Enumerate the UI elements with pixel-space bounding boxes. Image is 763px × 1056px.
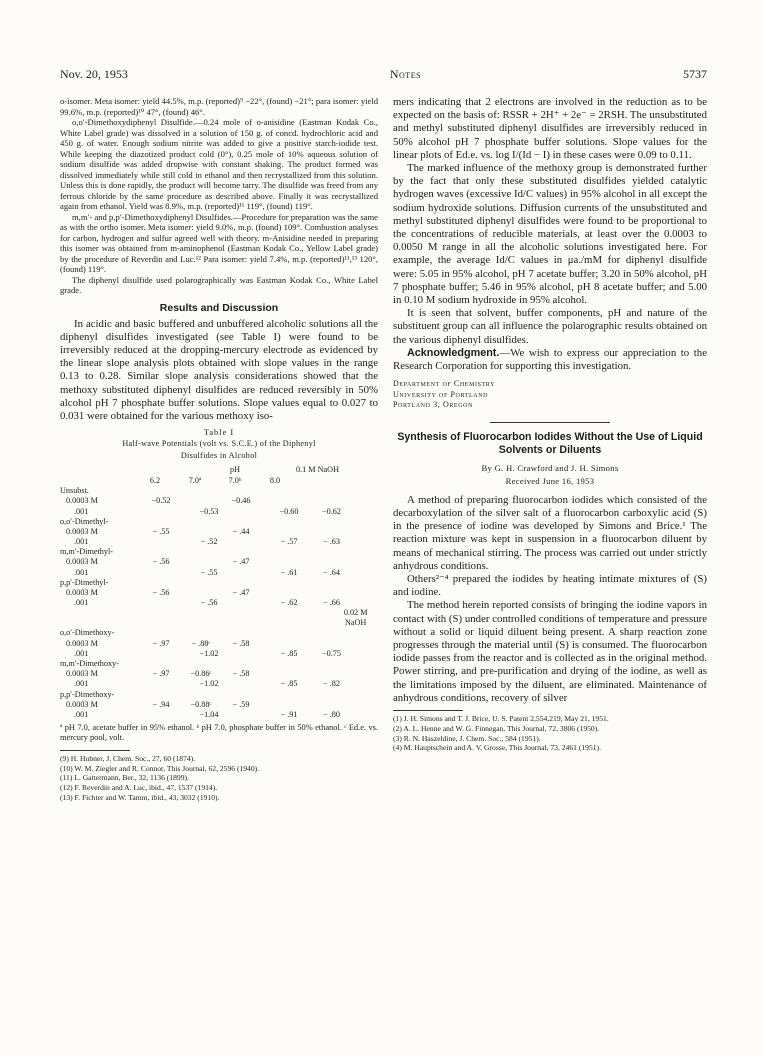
table-row (60, 486, 378, 496)
table-cell (229, 679, 269, 689)
row-label: .001 (74, 709, 89, 719)
table-cell (301, 557, 346, 567)
row-label: o,o′-Dimethoxy- (60, 628, 115, 638)
table-cell (261, 639, 301, 649)
paragraph: The marked influence of the methoxy group is demonstrated further by the fact that only these substituted disulfides yielded catalytic hydrogen waves (excessive Id/C values) in 95% alcohol in all except the sodium hydroxide solutions. Diffusion currents of the unsubstituted and methyl substituted diphenyl disulfides were found to be proportional to the concentrations of reducible materials, at least over the 0.0003 to 0.0050 M range in all the alcoholic solutions investigated here. For example, the average Id/C values in μa./mM for diphenyl disulfide were: 5.05 in 95% alcohol, pH 7 acetate buffer; 3.20 in 50% alcohol, pH 7 phosphate buffer; 5.46 in 95% alcohol, pH 8 acetate buffer; and 5.00 in 0.10 M sodium hydroxide in 95% alcohol. (393, 162, 707, 307)
row-label: .001 (74, 537, 89, 547)
table-cell (215, 628, 255, 638)
reference: (1) J. H. Simons and T. J. Brice, U. S. Patent 2,554,219, May 21, 1951. (393, 714, 609, 724)
table-row (60, 557, 378, 567)
table-row (60, 537, 378, 547)
table-cell: −0.86ᶜ (190, 669, 212, 679)
paragraph: A method of preparing fluorocarbon iodides which consisted of the decarboxylation of the silver salt of a fluorocarbon carboxylic acid (S) in the presence of iodine was developed by Simons and Brice.¹ The reaction mixture was kept in suspension in a fluorocarbon diluent by means of mechanical stirring. The process was carried out under strictly anhydrous conditions. (393, 493, 707, 572)
references (393, 714, 707, 753)
table-cell (295, 659, 340, 669)
table-cell: − .57 (280, 537, 298, 547)
table-cell: − .62 (280, 598, 298, 608)
table-cell (181, 557, 221, 567)
table-cell (295, 628, 340, 638)
table-cell (181, 527, 221, 537)
table-title (60, 438, 378, 462)
table-cell (255, 517, 295, 527)
row-label: 0.0003 M (66, 588, 98, 597)
table-cell (135, 486, 175, 496)
results-text (60, 318, 378, 424)
table-cell (261, 496, 301, 506)
table-row (60, 578, 378, 588)
divider (490, 422, 610, 423)
paragraph: The method herein reported consists of bringing the iodine vapors in contact with (S) under controlled conditions of temperature and pressure without a solid or liquid diluent being present. A sharp reaction zone progresses through the material until (S) is consumed. The fluorocarbon iodide passes from the reactor and is collected as in the original method. Power stirring, and pre-purification and drying of the iodine, as well as the limitations imposed by the diluent, are eliminated. Maintenance of anhydrous conditions, recovery of silver (393, 599, 707, 704)
table-cell (255, 578, 295, 588)
row-label: 0.0003 M (66, 638, 98, 648)
table-cell: −0.53 (199, 506, 219, 516)
table-cell: − .63 (323, 537, 340, 547)
table-body (60, 486, 378, 608)
table-cell: − .58 (232, 669, 250, 679)
table-row (60, 598, 378, 608)
table-footnote: ª pH 7.0, acetate buffer in 95% ethanol. ᵇ pH 7.0, phosphate buffer in 50% ethanol. ᶜ Ed.e. vs. mercury pool, volt. (60, 723, 378, 743)
table-cell (175, 547, 215, 557)
table-subheader (60, 608, 378, 628)
reference: (3) R. N. Haszeldine, J. Chem. Soc., 584 (1951). (393, 733, 541, 743)
row-label: .001 (74, 567, 89, 577)
row-label: .001 (74, 648, 89, 658)
table-cell: − .82 (323, 679, 340, 689)
page-header (60, 67, 707, 83)
table-row (60, 679, 378, 689)
table-cell (301, 669, 346, 679)
reference: (12) F. Reverdin and A. Luc, ibid., 47, 1537 (1914). (60, 783, 218, 793)
table-cell (135, 547, 175, 557)
row-label: .001 (74, 506, 89, 516)
row-label: .001 (74, 598, 89, 608)
column-header: 0.1 M NaOH (296, 465, 339, 475)
table-body (60, 628, 378, 720)
column-header: pH 7.0ᵇ (228, 465, 242, 486)
table-cell: − .55 (152, 526, 170, 536)
table-cell (301, 639, 346, 649)
table-cell: − .61 (280, 567, 298, 577)
reference: (11) L. Gattermann, Ber., 32, 1136 (1899). (60, 773, 189, 783)
data-table (60, 464, 378, 720)
table-cell (175, 578, 215, 588)
table-row (60, 496, 378, 506)
table-cell (181, 496, 221, 506)
table-cell (255, 690, 295, 700)
paragraph: mers indicating that 2 electrons are involved in the reduction as to be expected on the basis of: RSSR + 2H⁺ + 2e⁻ = 2RSH. The unsubstituted and methyl substituted diphenyl disulfides are irreversibly reduced in 50% alcohol pH 7 phosphate buffer solutions. Slope values for the linear plots of Ed.e. vs. log I/(Id − I) in these cases were 0.09 to 0.11. (393, 96, 707, 161)
row-label: 0.0003 M (66, 557, 98, 567)
affiliation-line: Portland 3, Oregon (393, 400, 473, 410)
table-cell: − .56 (152, 588, 170, 597)
table-row (60, 639, 378, 649)
references (60, 754, 378, 803)
table-cell: −0.75 (322, 648, 341, 658)
table-cell: − .44 (232, 526, 250, 536)
row-label: p,p′-Dimethyl- (60, 577, 109, 587)
header-date: Nov. 20, 1953 (60, 67, 128, 81)
table-cell (175, 659, 215, 669)
column-header: 0.02 M NaOH (343, 608, 368, 628)
table-title-line: Disulfides in Alcohol (180, 451, 258, 461)
table-cell (255, 659, 295, 669)
table-header (60, 464, 378, 486)
row-label: m,m′-Dimethoxy- (60, 658, 119, 668)
table-row (60, 527, 378, 537)
table-row (60, 700, 378, 710)
column-header: 6.2 (149, 476, 161, 486)
reference: (10) W. M. Ziegler and R. Connor, This Journal, 62, 2596 (1940). (60, 763, 260, 773)
table-cell: −0.88ᶜ (190, 699, 212, 709)
table-row (60, 568, 378, 578)
paragraph: In acidic and basic buffered and unbuffered alcoholic solutions all the diphenyl disulfides investigated (see Table I) were found to be irreversibly reduced at the dropping-mercury electrode as evidenced by the linear slope analysis plots obtained with slope values in the range 0.13 to 0.28. Similar slope analysis considerations showed that the methoxy substituted diphenyl disulfides are reduced reversibly in 50% alcohol pH 7 phosphate buffer solutions. Slope values equal to 0.027 to 0.031 were obtained for the various methoxy iso- (60, 317, 378, 422)
table-cell (261, 669, 301, 679)
table-cell: − .47 (232, 557, 250, 567)
table-cell: − .56 (152, 557, 170, 567)
section-heading: Results and Discussion (159, 301, 279, 314)
reference: (13) F. Fichter and W. Tamm, ibid., 43, 3032 (1910). (60, 793, 220, 803)
reference: (2) A. L. Henne and W. G. Finnegan, This Journal, 72, 3806 (1950). (393, 723, 600, 733)
reference: (4) M. Hauptschein and A. V. Grosse, This Journal, 73, 2461 (1951). (393, 743, 601, 753)
table-cell (295, 517, 340, 527)
table-cell: −0.52 (151, 496, 171, 506)
divider (393, 710, 463, 711)
header-section: Notes (389, 67, 422, 81)
table-cell (149, 537, 189, 547)
affiliation-line: Department of Chemistry (393, 379, 496, 389)
table-cell (149, 598, 189, 608)
table-cell (255, 628, 295, 638)
row-label: p,p′-Dimethoxy- (60, 689, 115, 699)
table-cell (149, 568, 189, 578)
paragraph: o,o′-Dimethoxydiphenyl Disulfide.—0.24 mole of o-anisidine (Eastman Kodak Co., White Label grade) was dissolved in a solution of 150 g. of concd. hydrochloric acid and 450 g. of water. Enough sodium nitrite was added to give a positive starch-iodide test. While keeping the diazotized product cold (0°), 0.25 mole of 10% aqueous solution of sodium disulfide was added dropwise with constant shaking. The product formed was dissolved immediately while still cold in ethanol and then recrystallized from this solution. Unless this is done rapidly, the product will become tarry. The disulfide was freed from any ferrous chloride by the same procedure as described above. Finally it was recrystallized again from ethanol. Yield was 8.9%, m.p. (reported)¹¹ 119°, (found) 119°. (60, 117, 378, 211)
affiliation (393, 379, 707, 411)
acknowledgment-text: —We wish to express our appreciation to the Research Corporation for supporting this investigation. (393, 346, 707, 373)
table-cell: − .97 (152, 669, 170, 679)
table-cell (295, 578, 340, 588)
table-row (60, 649, 378, 659)
paragraph: It is seen that solvent, buffer components, pH and nature of the substituent group can all influence the polarographic results obtained on the various diphenyl disulfides. (393, 307, 707, 346)
table-caption: Table I (203, 428, 235, 438)
table-cell (149, 710, 189, 720)
table-cell (261, 588, 301, 598)
acknowledgment-label: Acknowledgment. (407, 346, 500, 359)
row-label: .001 (74, 679, 89, 689)
table-cell: −0.60 (279, 506, 299, 516)
reference: (9) H. Hubner, J. Chem. Soc., 27, 60 (1874). (60, 753, 196, 763)
table-title-line: Half-wave Potentials (volt vs. S.C.E.) of the Diphenyl (122, 439, 316, 449)
table-cell: − .59 (232, 699, 250, 709)
table-cell: − .52 (200, 537, 218, 547)
table-cell (261, 557, 301, 567)
table-cell: − .85 (280, 679, 298, 689)
ph-label: pH (229, 465, 240, 475)
table-cell: −1.02 (199, 679, 219, 689)
table-cell (175, 486, 215, 496)
table-row (60, 517, 378, 527)
table-cell: − .64 (323, 567, 340, 577)
table-cell: − .97 (152, 638, 170, 648)
table-cell: −1.04 (199, 709, 219, 719)
table-cell: − .56 (200, 598, 218, 608)
experimental-text (60, 96, 378, 296)
table-cell (215, 690, 255, 700)
table-row (60, 690, 378, 700)
table-cell (149, 679, 189, 689)
table-cell: − .47 (232, 588, 250, 597)
table-cell: − .55 (200, 567, 218, 577)
table-cell (175, 628, 215, 638)
table-cell (229, 710, 269, 720)
table-cell (215, 517, 255, 527)
row-label: m,m′-Dimethyl- (60, 547, 113, 557)
table-cell (229, 507, 269, 517)
table-cell (261, 527, 301, 537)
table-cell (135, 517, 175, 527)
row-label: 0.0003 M (66, 699, 98, 709)
table-cell (301, 700, 346, 710)
table-cell (301, 496, 346, 506)
table-cell (229, 537, 269, 547)
table-cell (295, 486, 340, 496)
table-cell: −0.62 (322, 506, 341, 516)
table-cell (229, 598, 269, 608)
paragraph: Others²⁻⁴ prepared the iodides by heating intimate mixtures of (S) and iodine. (393, 572, 707, 599)
table-cell (255, 486, 295, 496)
table-cell: − .80 (323, 709, 340, 719)
table-cell (229, 568, 269, 578)
table-row (60, 669, 378, 679)
table-cell (135, 690, 175, 700)
table-cell: − .66 (323, 598, 340, 608)
table-cell (135, 628, 175, 638)
paragraph: The diphenyl disulfide used polarographically was Eastman Kodak Co., White Label grade. (60, 274, 378, 295)
table-cell (135, 659, 175, 669)
row-label: 0.0003 M (66, 526, 98, 536)
discussion-text (393, 96, 707, 373)
paragraph: o-isomer. Meta isomer: yield 44.5%, m.p. (reported)⁹ −22°, (found) −21°; para isomer: yield 99.6%, m.p. (reported)¹⁰ 47°, (found) 46°. (60, 96, 378, 117)
divider (60, 750, 130, 751)
left-column (60, 96, 378, 803)
row-label: o,o′-Dimethyl- (60, 516, 109, 526)
article-authors: By G. H. Crawford and J. H. Simons (481, 462, 619, 473)
table-cell (295, 690, 340, 700)
table-cell (215, 659, 255, 669)
header-page-number: 5737 (683, 67, 707, 81)
table-cell (175, 517, 215, 527)
table-row (60, 588, 378, 598)
table-cell (301, 527, 346, 537)
row-label: 0.0003 M (66, 496, 98, 506)
table-cell (215, 547, 255, 557)
table-cell: − .91 (280, 709, 298, 719)
table-cell (255, 547, 295, 557)
table-cell: − .88ᶜ (191, 638, 211, 648)
article-body (393, 494, 707, 705)
table-row (60, 710, 378, 720)
table-cell (295, 547, 340, 557)
paragraph: m,m′- and p,p′-Dimethoxydiphenyl Disulfides.—Procedure for preparation was the same as with the ortho isomer. Meta isomer: yield 9.0%, m.p. (found) 109°. Combustion analyses for carbon, hydrogen and sulfur agreed well with theory. m-Anisidine needed in preparing this isomer was obtained from m-aminophenol (Eastman Kodak Co., Yellow Label grade) by the procedure of Reverdin and Luc.¹² Para isomer: yield 7.4%, m.p. (reported)¹¹,¹³ 120°, (found) 119°. (60, 211, 378, 274)
table-cell (135, 578, 175, 588)
affiliation-line: University of Portland (393, 389, 489, 399)
table-cell (149, 507, 189, 517)
table-cell: −0.46 (231, 496, 251, 506)
table-cell (215, 578, 255, 588)
table-row (60, 628, 378, 638)
column-header: 7.0ª (188, 476, 202, 486)
table-cell: − .58 (232, 638, 250, 648)
table-cell: − .85 (280, 648, 298, 658)
table-cell (181, 588, 221, 598)
row-label: 0.0003 M (66, 669, 98, 679)
table-cell (301, 588, 346, 598)
table-cell (215, 486, 255, 496)
table-cell (149, 649, 189, 659)
table-cell (175, 690, 215, 700)
table-cell: −1.02 (199, 648, 219, 658)
right-column (393, 96, 707, 753)
column-header: 8.0 (269, 476, 281, 486)
table-cell (261, 700, 301, 710)
table-cell (229, 649, 269, 659)
article-title: Synthesis of Fluorocarbon Iodides Without the Use of Liquid Solvents or Diluents (397, 430, 703, 456)
received-date: Received June 16, 1953 (505, 475, 595, 486)
acknowledgment (393, 347, 707, 373)
row-label: Unsubst. (60, 486, 89, 496)
table-row (60, 507, 378, 517)
table-cell: − .94 (152, 699, 170, 709)
table-row (60, 547, 378, 557)
table-row (60, 659, 378, 669)
